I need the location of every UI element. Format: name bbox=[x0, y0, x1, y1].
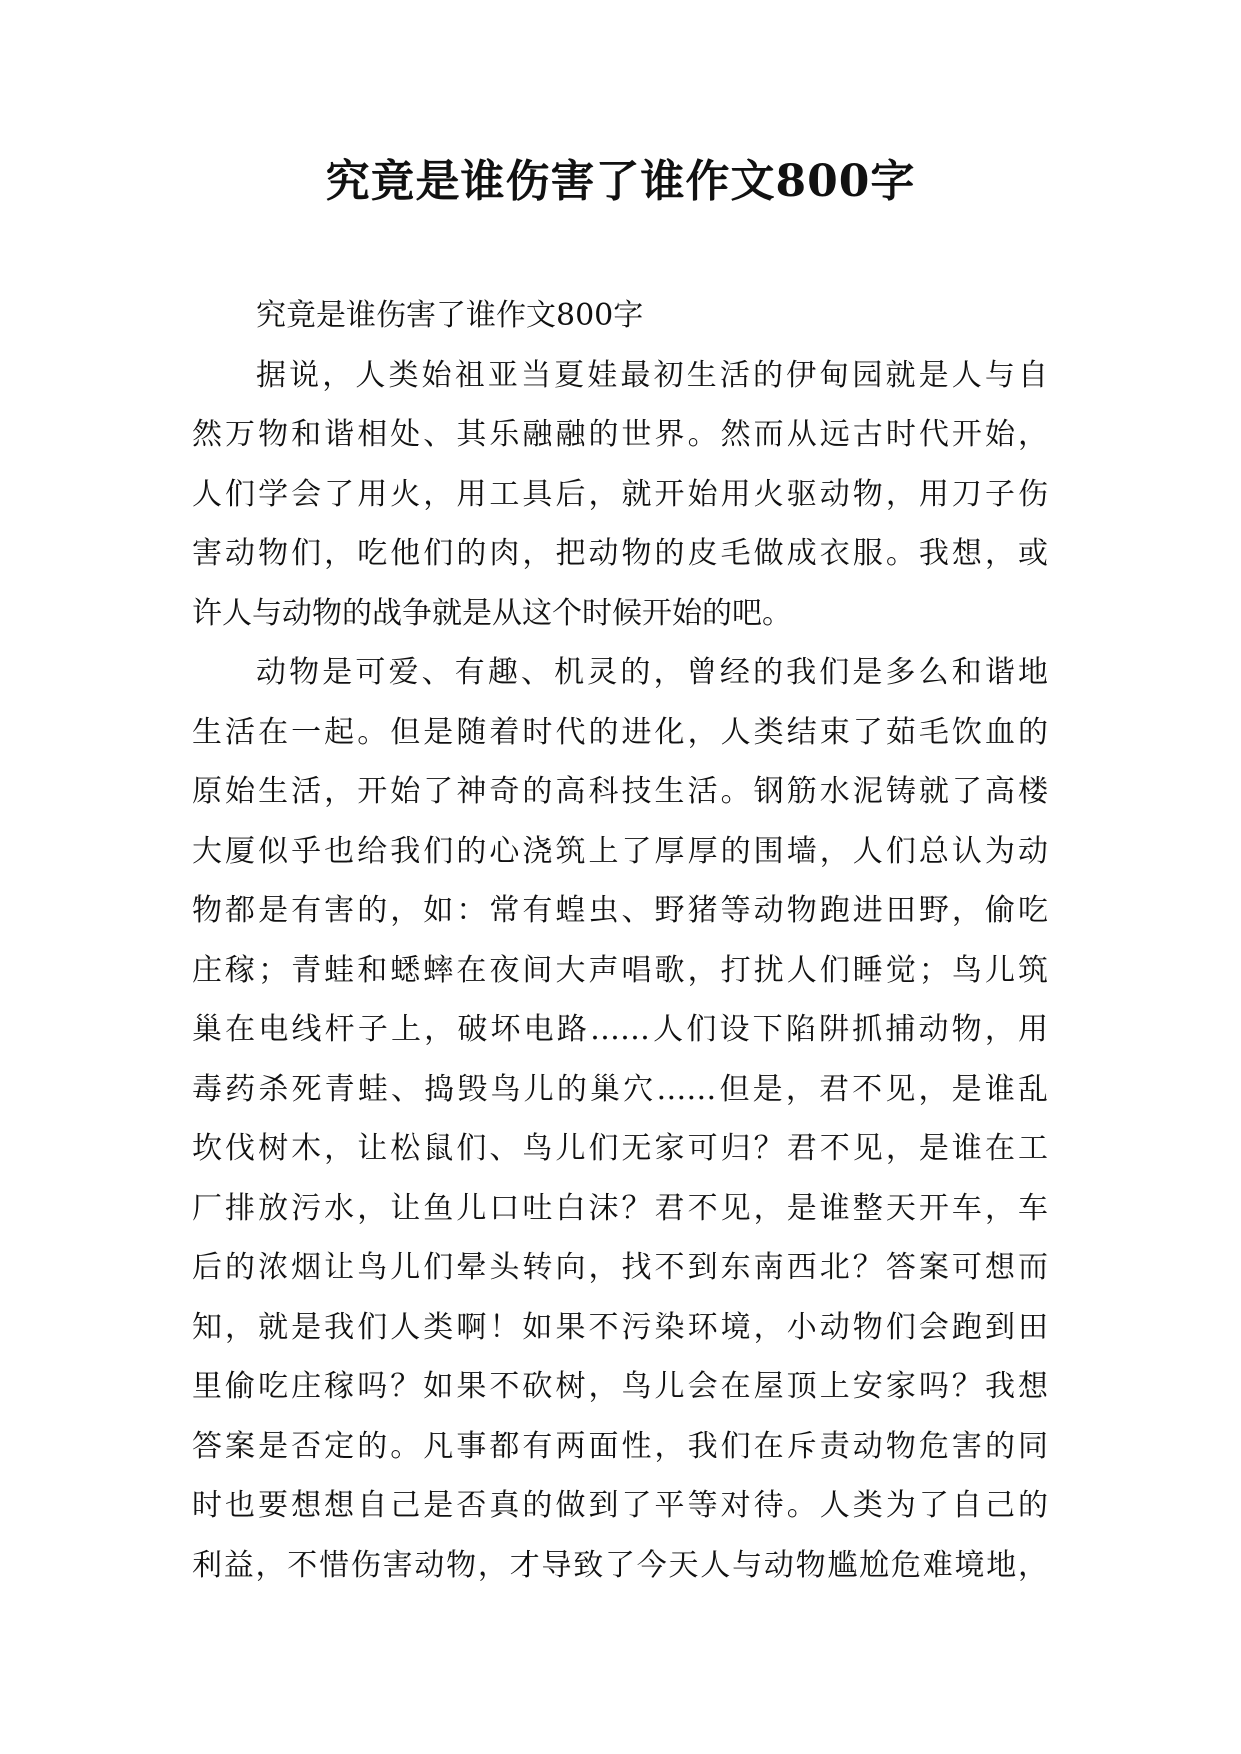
document-title: 究竟是谁伤害了谁作文800字 bbox=[325, 156, 916, 207]
paragraph-2 bbox=[192, 643, 1048, 1595]
paragraph-line: 许人与动物的战争就是从这个时候开始的吧。 bbox=[192, 595, 792, 631]
paragraph-line: 厂排放污水，让鱼儿口吐白沫？君不见，是谁整天开车，车 bbox=[192, 1190, 1048, 1226]
document-body bbox=[192, 286, 1048, 1595]
paragraph-line: 物都是有害的，如：常有蝗虫、野猪等动物跑进田野，偷吃 bbox=[192, 893, 1048, 928]
paragraph-line: 毒药杀死青蛙、捣毁鸟儿的巢穴……但是，君不见，是谁乱 bbox=[192, 1071, 1048, 1107]
paragraph-line: 坎伐树木，让松鼠们、鸟儿们无家可归？君不见，是谁在工 bbox=[192, 1131, 1048, 1166]
paragraph-line: 时也要想想自己是否真的做到了平等对待。人类为了自己的 bbox=[192, 1488, 1048, 1523]
paragraph-line: 动物是可爱、有趣、机灵的，曾经的我们是多么和谐地 bbox=[256, 655, 1048, 690]
paragraph-line: 原始生活，开始了神奇的高科技生活。钢筋水泥铸就了高楼 bbox=[192, 774, 1048, 809]
paragraph-1 bbox=[192, 346, 1048, 644]
paragraph-line: 据说，人类始祖亚当夏娃最初生活的伊甸园就是人与自 bbox=[256, 357, 1048, 393]
paragraph-line: 生活在一起。但是随着时代的进化，人类结束了茹毛饮血的 bbox=[192, 714, 1048, 750]
document-subtitle: 究竟是谁伤害了谁作文800字 bbox=[256, 298, 644, 333]
paragraph-line: 利益，不惜伤害动物，才导致了今天人与动物尴尬危难境地， bbox=[192, 1547, 1048, 1583]
paragraph-line: 庄稼；青蛙和蟋蟀在夜间大声唱歌，打扰人们睡觉；鸟儿筑 bbox=[192, 952, 1048, 988]
paragraph-line: 巢在电线杆子上，破坏电路……人们设下陷阱抓捕动物，用 bbox=[192, 1012, 1048, 1047]
paragraph-line: 然万物和谐相处、其乐融融的世界。然而从远古时代开始， bbox=[192, 417, 1048, 452]
paragraph-line: 人们学会了用火，用工具后，就开始用火驱动物，用刀子伤 bbox=[192, 476, 1048, 512]
paragraph-line: 大厦似乎也给我们的心浇筑上了厚厚的围墙，人们总认为动 bbox=[192, 833, 1048, 869]
paragraph-line: 害动物们，吃他们的肉，把动物的皮毛做成衣服。我想，或 bbox=[192, 536, 1048, 571]
paragraph-line: 里偷吃庄稼吗？如果不砍树，鸟儿会在屋顶上安家吗？我想 bbox=[192, 1369, 1048, 1404]
paragraph-line: 后的浓烟让鸟儿们晕头转向，找不到东南西北？答案可想而 bbox=[192, 1250, 1048, 1285]
paragraph-line: 答案是否定的。凡事都有两面性，我们在斥责动物危害的同 bbox=[192, 1428, 1048, 1464]
paragraph-line: 知，就是我们人类啊！如果不污染环境，小动物们会跑到田 bbox=[192, 1309, 1048, 1345]
